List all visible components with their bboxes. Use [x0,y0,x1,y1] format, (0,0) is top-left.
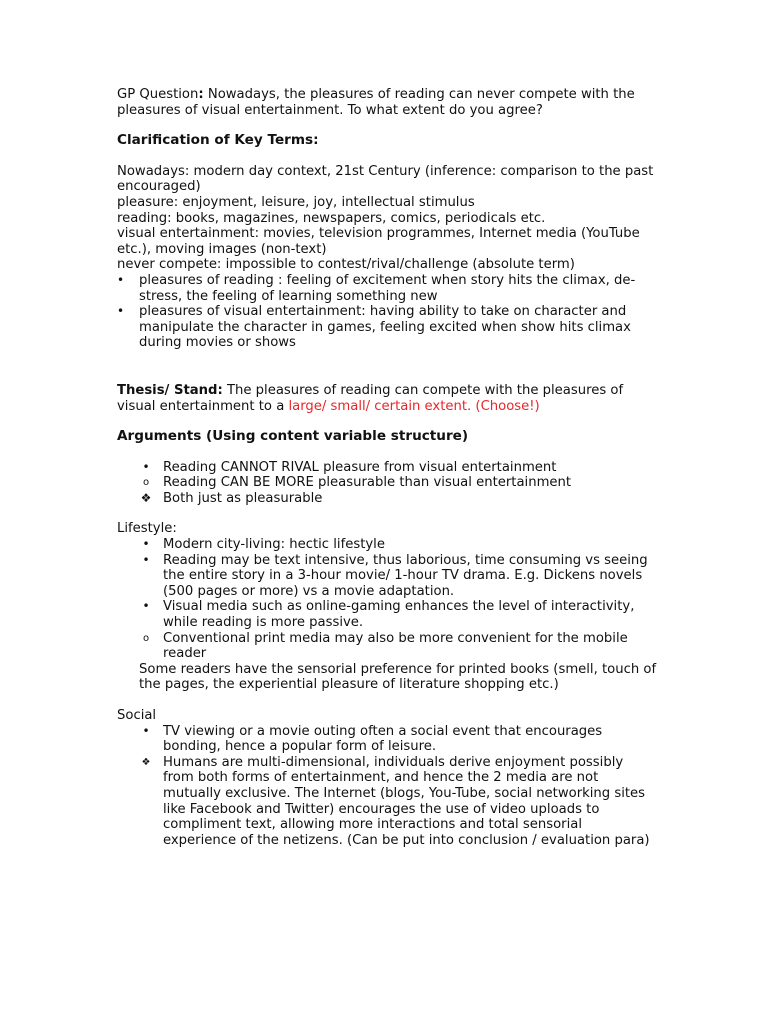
thesis-statement [117,383,657,414]
terms-bullet-list [117,273,657,351]
list-item-text: Modern city-living: hectic lifestyle [163,537,385,553]
term-visual-entertainment: visual entertainment: movies, television programmes, Internet media (YouTube etc.), moving images (non-text) [117,226,640,257]
gp-question-colon: : [198,87,204,102]
list-item-text: Reading CAN BE MORE pleasurable than visual entertainment [163,475,572,491]
list-item [117,460,657,476]
list-item-text: Conventional print media may also be more convenient for the mobile reader [163,630,628,662]
bullet-marker: ❖ [140,490,152,505]
gp-question-label: GP Question [117,87,199,102]
list-item [117,553,657,600]
list-item [117,304,657,351]
list-item [117,724,657,755]
list-item [117,491,657,507]
thesis-label: Thesis/ Stand: [117,382,223,398]
social-heading: Social [117,708,157,723]
list-item-text: Visual media such as online-gaming enhances the level of interactivity, while reading is more passive. [163,599,635,631]
term-reading: reading: books, magazines, newspapers, comics, periodicals etc. [117,210,546,226]
thesis-text: The pleasures of reading can compete with the pleasures of visual entertainment to a [117,382,624,414]
bullet-marker: o [142,632,150,644]
bullet-marker: • [142,552,150,567]
bullet-marker: • [142,459,150,474]
bullet-marker: • [142,537,150,552]
list-item-text: TV viewing or a movie outing often a social event that encourages bonding, hence a popular form of leisure. [163,723,603,755]
document-content [117,87,657,848]
term-pleasure: pleasure: enjoyment, leisure, joy, intellectual stimulus [117,194,475,210]
list-item-text: Both just as pleasurable [163,490,323,506]
bullet-marker: • [142,599,150,614]
thesis-highlight: large/ small/ certain extent. (Choose!) [288,398,540,414]
term-nowadays: Nowadays: modern day context, 21st Century (inference: comparison to the past encouraged) [117,163,654,195]
list-item-text: pleasures of visual entertainment: having ability to take on character and manipulate the character in games, feeling excited when show hits climax during movies or shows [139,304,631,351]
arguments-list [117,460,657,507]
list-item [117,537,657,553]
lifestyle-note: Some readers have the sensorial preference for printed books (smell, touch of the pages, the experiential pleasure of literature shopping etc.) [139,661,657,693]
gp-question-text: Nowadays, the pleasures of reading can never compete with the pleasures of visual entertainment. To what extent do you agree? [117,87,635,118]
bullet-marker: • [117,272,125,287]
key-terms [117,164,657,351]
list-item-text: Reading CANNOT RIVAL pleasure from visual entertainment [163,459,557,475]
lifestyle-list [117,537,657,693]
list-item-text: Reading may be text intensive, thus laborious, time consuming vs seeing the entire story in a 3-hour movie/ 1-hour TV drama. E.g. Dickens novels (500 pages or more) vs a movie adaptation. [163,552,648,599]
lifestyle-heading: Lifestyle: [117,521,177,537]
arguments-heading: Arguments (Using content variable structure) [117,428,469,445]
bullet-marker: o [142,477,150,489]
list-item-text: pleasures of reading : feeling of excitement when story hits the climax, de-stress, the feeling of learning something new [139,272,636,304]
bullet-marker: • [117,304,125,319]
list-item [117,599,657,630]
clarification-heading: Clarification of Key Terms: [117,132,319,149]
bullet-marker: ❖ [141,756,151,768]
social-list [117,724,657,849]
list-item-text: Humans are multi-dimensional, individuals derive enjoyment possibly from both forms of entertainment, and hence the 2 media are not mutually exclusive. The Internet (blogs, You-Tube, social networking sites like Facebook and Twitter) encourages the use of video uploads to compliment text, allowing more interactions and total sensorial experience of the netizens. (Can be put into conclusion / evaluation para) [163,754,650,848]
term-never-compete: never compete: impossible to contest/rival/challenge (absolute term) [117,257,575,273]
list-item [117,755,657,849]
gp-question [117,87,657,118]
list-item [117,273,657,304]
list-item [117,475,657,491]
list-item [117,631,657,662]
bullet-marker: • [142,723,150,738]
